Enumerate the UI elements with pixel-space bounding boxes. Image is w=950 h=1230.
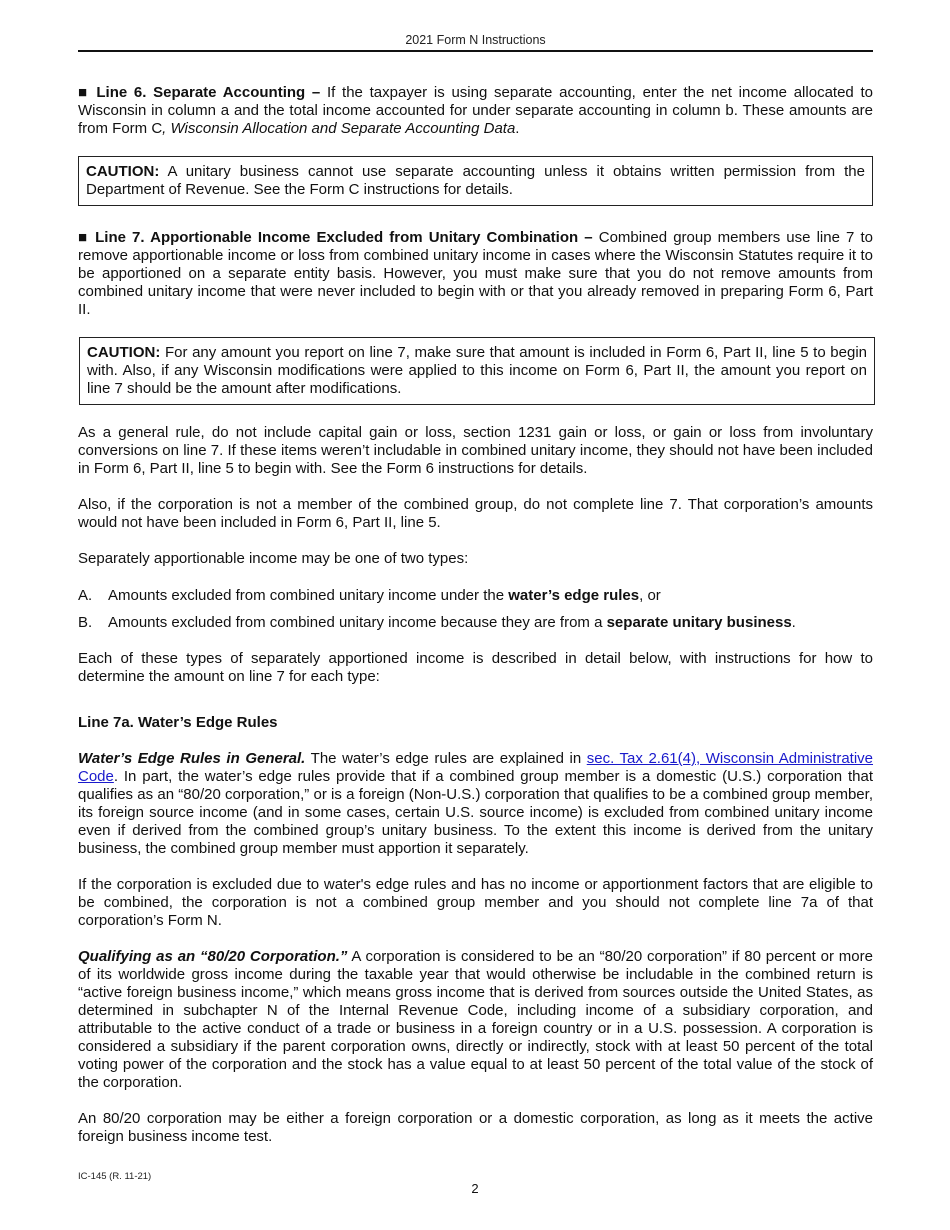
- list-item-text: Amounts excluded from combined unitary income because they are from a: [108, 614, 607, 631]
- list-marker: A.: [78, 587, 93, 604]
- list-item-type-b: [78, 614, 873, 632]
- list-marker: B.: [78, 614, 93, 631]
- line6-text-end: .: [515, 120, 520, 137]
- list-item-text: Amounts excluded from combined unitary income under the: [108, 587, 509, 604]
- waters-edge-general-lead: Water’s Edge Rules in General.: [78, 750, 306, 767]
- header-rule: [78, 50, 873, 52]
- line7-paragraph: [78, 229, 873, 319]
- not-member-paragraph: Also, if the corporation is not a member of the combined group, do not complete line 7. That corporation’s amounts would not have been included in Form 6, Part II, line 5.: [78, 496, 873, 531]
- waters-edge-general-paragraph: [78, 750, 873, 858]
- two-types-intro: Separately apportionable income may be one of two types:: [78, 550, 469, 567]
- line7a-heading: Line 7a. Water’s Edge Rules: [78, 714, 278, 731]
- waters-edge-text: The water’s edge rules are explained in: [305, 750, 587, 767]
- waters-edge-text-cont: . In part, the water’s edge rules provide that if a combined group member is a domestic (U.S.) corporation that qualifies as an “80/20 corporation,” or is a foreign (Non-U.S.) corporation that qualifies to be a combined group member, its foreign source income (and in some cases, certain U.S. source income) is excluded from combined unitary income even if derived from the combined group’s unitary business. To the extent this income is derived from the unitary business, the combined group member must apportion it separately.: [78, 768, 873, 857]
- either-corporation-paragraph: An 80/20 corporation may be either a foreign corporation or a domestic corporation, as long as it meets the active foreign business income test.: [78, 1110, 873, 1145]
- caution-text: A unitary business cannot use separate accounting unless it obtains written permission from the Department of Revenue. See the Form C instructions for details.: [86, 163, 865, 198]
- list-item-bold: separate unitary business: [606, 614, 792, 631]
- general-rule-paragraph: As a general rule, do not include capital gain or loss, section 1231 gain or loss, or gain or loss from involuntary conversions on line 7. If these items weren’t includable in combined unitary income, they should not have been included in Form 6, Part II, line 5 to begin with. See the Form 6 instructions for details.: [78, 424, 873, 477]
- list-item-bold: water’s edge rules: [508, 587, 640, 604]
- line6-paragraph: [78, 84, 873, 138]
- qualifying-8020-paragraph: [78, 948, 873, 1092]
- line6-title: Line 6. Separate Accounting –: [96, 84, 321, 101]
- line6-bullet-icon: ■: [78, 84, 90, 101]
- each-type-paragraph: Each of these types of separately apportioned income is described in detail below, with instructions for how to determine the amount on line 7 for each type:: [78, 650, 873, 685]
- caution-box-separate-accounting: [78, 156, 873, 206]
- caution-label: CAUTION:: [86, 163, 160, 180]
- list-item-type-a: [78, 587, 873, 605]
- list-item-after: .: [791, 614, 796, 631]
- caution-box-line7: [79, 337, 875, 405]
- running-header-title: 2021 Form N Instructions: [405, 33, 546, 47]
- qualifying-8020-lead: Qualifying as an “80/20 Corporation.”: [78, 948, 348, 965]
- page-number: 2: [471, 1181, 479, 1196]
- caution-text: For any amount you report on line 7, make sure that amount is included in Form 6, Part II, line 5 to begin with. Also, if any Wisconsin modifications were applied to this income on Form 6, Part II, the amount you report on line 7 should be the amount after modifications.: [87, 344, 867, 397]
- tax-code-link[interactable]: sec. Tax 2.61(4), Wisconsin Administrative Code: [78, 750, 873, 785]
- line7-bullet-icon: ■: [78, 229, 89, 246]
- line7-text: Combined group members use line 7 to remove apportionable income or loss from combined unitary income in cases where the Wisconsin Statutes require it to be apportioned on a separate entity basis. However, you must make sure that you do not remove amounts from combined unitary income that were never included to begin with or that you already removed in preparing Form 6, Part II.: [78, 229, 874, 318]
- caution-label: CAUTION:: [87, 344, 161, 361]
- form-code: IC-145 (R. 11-21): [78, 1171, 152, 1182]
- line6-text: If the taxpayer is using separate accounting, enter the net income allocated to Wisconsin in column a and the total income accounted for under separate accounting in column b. These amounts are from Form C: [78, 84, 873, 137]
- excluded-corporation-paragraph: If the corporation is excluded due to water's edge rules and has no income or apportionment factors that are eligible to be combined, the corporation is not a combined group member and you should not complete line 7a of that corporation’s Form N.: [78, 876, 873, 929]
- qualifying-8020-text: A corporation is considered to be an “80/20 corporation” if 80 percent or more of its worldwide gross income during the taxable year that would otherwise be includable in the combined return is “active foreign business income,” which means gross income that is derived from sources outside the United States, as determined in subchapter N of the Internal Revenue Code, including income of a subsidiary corporation, and attributable to the active conduct of a trade or business in a foreign country or in a U.S. possession. A corporation is considered a subsidiary if the parent corporation owns, directly or indirectly, stock with at least 50 percent of the total voting power of the corporation and the stock has a value equal to at least 50 percent of the total value of the stock of the corporation.: [78, 948, 873, 1091]
- line7-title: Line 7. Apportionable Income Excluded from Unitary Combination –: [95, 229, 593, 246]
- line6-form-title: , Wisconsin Allocation and Separate Accounting Data: [162, 120, 516, 137]
- list-item-after: , or: [639, 587, 661, 604]
